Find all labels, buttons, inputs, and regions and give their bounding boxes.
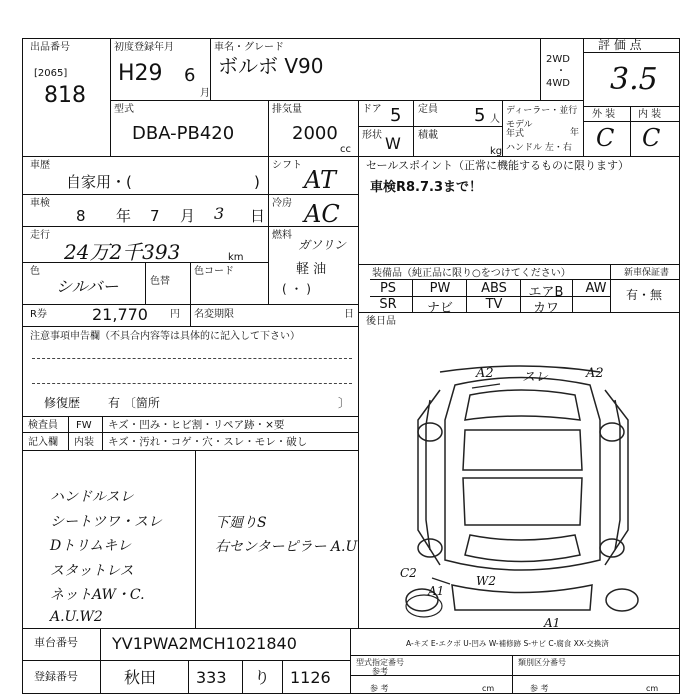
handwritten-note: A.U.W2 — [50, 608, 103, 625]
fuel-other: ( ・ ) — [282, 282, 311, 296]
mileage-label: 走行 — [30, 230, 50, 241]
history-label: 車歴 — [30, 160, 50, 171]
fuel-gasoline: ガソリン — [298, 238, 347, 252]
ac-value: AC — [304, 200, 340, 228]
diagram-mark-a2-right: A2 — [586, 366, 604, 381]
plate-label: 登録番号 — [34, 670, 78, 683]
chassis-label: 車台番号 — [34, 636, 78, 649]
recycle-value: 21,770 — [92, 305, 148, 324]
drive-2wd: 2WD — [546, 54, 570, 65]
plate-number: 1126 — [290, 668, 331, 687]
model-year-label: モデル年式 — [506, 120, 533, 139]
equipment-item-row2-2: TV — [485, 297, 503, 312]
handwritten-note: Dトリムキレ — [50, 538, 132, 554]
handwritten-note: スタットレス — [50, 562, 134, 579]
equipment-item-row2-3: カワ — [532, 301, 559, 316]
new-warranty-value: 有・無 — [626, 288, 663, 302]
rear-seat-label: 後日品 — [366, 316, 396, 327]
model-value: DBA-PB420 — [132, 123, 235, 144]
inspection-month-unit: 月 — [180, 207, 196, 225]
first-reg-month-unit: 月 — [200, 88, 210, 99]
recycle-label: R券 — [30, 309, 47, 320]
shift-label: シフト — [272, 160, 302, 171]
fuel-label: 燃料 — [272, 230, 292, 241]
inspector-label-1: 検査員 — [28, 420, 58, 431]
first-reg-year: H29 — [118, 61, 163, 86]
load-label: 積載 — [418, 130, 438, 141]
color-change-label: 色替 — [150, 276, 170, 287]
doors-label: ドア — [362, 104, 382, 115]
sales-label: セールスポイント（正常に機能するものに限ります） — [366, 159, 630, 172]
repair-value: 有 〔箇所 — [108, 396, 160, 410]
inspection-label: 車検 — [30, 198, 50, 209]
inspection-day: 3 — [214, 204, 225, 223]
fw-label: FW — [76, 420, 92, 431]
displacement-value: 2000 — [292, 123, 338, 144]
handle-label: ハンドル 左・右 — [506, 143, 572, 153]
interior-grade: C — [642, 124, 661, 152]
diagram-mark-w2: W2 — [476, 574, 496, 588]
notes-label: 注意事項申告欄（不具合内容等は具体的に記入して下さい） — [30, 331, 300, 342]
exterior-label: 外 装 — [592, 109, 616, 120]
diagram-mark-a1-bottom: A1 — [544, 616, 561, 630]
interior-inspect-label: 内装 — [74, 437, 94, 448]
diagram-mark-c2: C2 — [400, 566, 417, 580]
equipment-item-row1-0: PS — [379, 281, 397, 296]
equipment-item-row2-0: SR — [379, 297, 397, 312]
class-label: 類別区分番号 — [518, 658, 566, 667]
inspection-month: 7 — [150, 207, 160, 225]
recycle-unit: 円 — [170, 309, 180, 320]
plate-kana: り — [254, 668, 271, 687]
diagram-legend: A-キズ E-エクボ U-凹み W-補修跡 S-サビ C-腐食 XX-交換済 — [406, 639, 609, 648]
sales-value: 車検R8.7.3まで！ — [370, 180, 483, 195]
color-label: 色 — [30, 266, 40, 277]
inspector-label-2: 記入欄 — [28, 437, 58, 448]
lot-label: 出品番号 — [30, 42, 70, 53]
doors-value: 5 — [390, 105, 402, 126]
diagram-mark-a2-left: A2 — [476, 366, 494, 381]
shape-value: W — [385, 134, 401, 153]
displacement-unit: cc — [340, 144, 351, 155]
handwritten-note: 右センターピラー A.U — [215, 539, 358, 555]
inspection-year: 8 — [76, 207, 86, 225]
repair-close: 〕 — [338, 396, 351, 410]
ac-label: 冷房 — [272, 198, 292, 209]
first-reg-month: 6 — [184, 65, 196, 86]
handwritten-note: シートツワ・スレ — [50, 513, 162, 530]
car-name: ボルボ V90 — [218, 54, 324, 78]
fw-items: キズ・凹み・ヒビ割・リペア跡・×要 — [108, 419, 285, 431]
interior-items: キズ・汚れ・コゲ・穴・スレ・モレ・破し — [108, 436, 308, 448]
new-warranty-label: 新車保証書 — [624, 268, 670, 278]
lot-sub: [2065] — [34, 68, 68, 79]
inspection-year-unit: 年 — [116, 207, 132, 225]
reference-label-3: 参 考 — [530, 684, 549, 693]
reference-label: 参考 — [372, 667, 388, 676]
equipment-label: 装備品（純正品に限り○をつけてください） — [372, 268, 571, 279]
color-code-label: 色コード — [194, 266, 234, 277]
model-designation-label: 型式指定番号 — [356, 658, 404, 667]
reference-label-2: 参 考 — [370, 684, 389, 693]
displacement-label: 排気量 — [272, 104, 302, 115]
equipment-item-row1-1: PW — [429, 281, 451, 296]
score-value: 3.5 — [610, 62, 658, 97]
exterior-grade: C — [596, 124, 615, 152]
fuel-diesel: 軽 油 — [296, 262, 327, 277]
history-value: 自家用・( — [66, 173, 132, 191]
capacity-unit: 人 — [490, 114, 500, 125]
drive-4wd: 4WD — [546, 78, 570, 89]
interior-label: 内 装 — [638, 109, 662, 120]
score-label: 評 価 点 — [598, 38, 642, 52]
load-unit: kg — [490, 146, 503, 157]
shift-value: AT — [304, 166, 337, 194]
chassis-value: YV1PWA2MCH1021840 — [112, 634, 297, 653]
diagram-mark-scratch: スレ — [522, 370, 549, 385]
inspection-day-unit: 日 — [250, 207, 266, 225]
unit-cm-2: cm — [646, 684, 659, 693]
equipment-item-row1-4: AW — [585, 281, 607, 296]
handwritten-note: ハンドルスレ — [50, 489, 134, 505]
repair-label: 修復歴 — [44, 396, 81, 410]
capacity-value: 5 — [474, 105, 486, 126]
title-deadline-unit: 日 — [344, 309, 354, 320]
car-name-label: 車名・グレード — [214, 42, 284, 53]
mileage-unit: km — [228, 252, 244, 263]
plate-region: 秋田 — [124, 668, 157, 687]
mileage-value: 24万2千393 — [64, 240, 181, 264]
shape-label: 形状 — [362, 130, 382, 141]
dealer-label: ディーラー・並行 — [506, 106, 578, 116]
plate-class: 333 — [196, 668, 227, 687]
drive-sep: ・ — [556, 66, 566, 77]
title-deadline-label: 名変期限 — [194, 309, 234, 320]
capacity-label: 定員 — [418, 104, 438, 115]
model-label: 型式 — [114, 104, 134, 115]
first-reg-label: 初度登録年月 — [114, 42, 174, 53]
unit-cm: cm — [482, 684, 495, 693]
equipment-item-row1-2: ABS — [481, 281, 507, 296]
equipment-item-row1-3: エアB — [528, 285, 564, 300]
lot-number: 818 — [44, 83, 86, 108]
handwritten-note: ネットAW・C. — [50, 587, 145, 603]
model-year-unit: 年 — [570, 128, 580, 138]
equipment-item-row2-1: ナビ — [426, 301, 453, 316]
handwritten-note: 下廻りS — [215, 515, 267, 531]
diagram-mark-a1-left: A1 — [428, 584, 445, 598]
color-value: シルバー — [56, 277, 119, 296]
history-close: ) — [254, 173, 260, 191]
